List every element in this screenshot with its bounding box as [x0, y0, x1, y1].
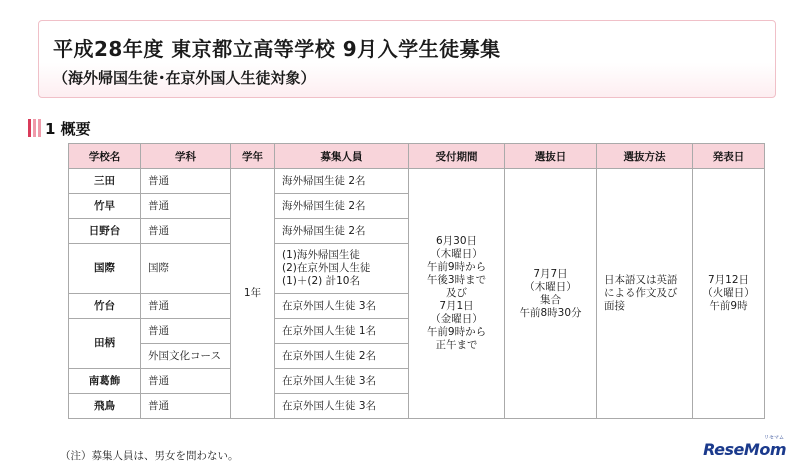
dept-cell: 普通: [141, 219, 231, 244]
section-label: 1 概要: [45, 119, 91, 138]
dept-cell: 普通: [141, 194, 231, 219]
title-box: [38, 20, 776, 98]
page-subtitle: （海外帰国生徒･在京外国人生徒対象）: [53, 69, 316, 87]
footnote: （注）募集人員は、男女を問わない。: [60, 450, 239, 462]
dept-cell: 普通: [141, 169, 231, 194]
school-cell: 日野台: [69, 219, 141, 244]
logo-subtext: リセマム: [764, 435, 784, 441]
header-school: 学校名: [69, 144, 141, 169]
resemom-logo: ReseMom: [703, 440, 786, 459]
header-exam-date: 選抜日: [505, 144, 597, 169]
announce-cell: 7月12日 （火曜日） 午前9時: [693, 169, 765, 419]
section-heading: [28, 118, 91, 138]
dept-cell: 普通: [141, 369, 231, 394]
school-cell: 田柄: [69, 319, 141, 369]
method-cell: 日本語又は英語 による作文及び 面接: [597, 169, 693, 419]
exam-date-cell: 7月7日 （木曜日） 集合 午前8時30分: [505, 169, 597, 419]
quota-cell: 在京外国人生徒 3名: [275, 294, 409, 319]
school-cell: 南葛飾: [69, 369, 141, 394]
header-dept: 学科: [141, 144, 231, 169]
quota-cell: 在京外国人生徒 2名: [275, 344, 409, 369]
school-cell: 三田: [69, 169, 141, 194]
quota-cell: 在京外国人生徒 3名: [275, 369, 409, 394]
table-row: [69, 169, 765, 194]
dept-cell: 外国文化コース: [141, 344, 231, 369]
header-method: 選抜方法: [597, 144, 693, 169]
header-quota: 募集人員: [275, 144, 409, 169]
header-announce: 発表日: [693, 144, 765, 169]
header-grade: 学年: [231, 144, 275, 169]
school-cell: 竹台: [69, 294, 141, 319]
dept-cell: 普通: [141, 394, 231, 419]
grade-cell: 1年: [231, 169, 275, 419]
dept-cell: 普通: [141, 319, 231, 344]
page-title: 平成28年度 東京都立高等学校 9月入学生徒募集: [53, 37, 501, 61]
quota-cell: (1)海外帰国生徒 (2)在京外国人生徒 (1)＋(2) 計10名: [275, 244, 409, 294]
dept-cell: 普通: [141, 294, 231, 319]
quota-cell: 在京外国人生徒 1名: [275, 319, 409, 344]
school-cell: 飛鳥: [69, 394, 141, 419]
school-cell: 国際: [69, 244, 141, 294]
quota-cell: 在京外国人生徒 3名: [275, 394, 409, 419]
section-marker-icon: [28, 119, 41, 137]
quota-cell: 海外帰国生徒 2名: [275, 169, 409, 194]
header-period: 受付期間: [409, 144, 505, 169]
quota-cell: 海外帰国生徒 2名: [275, 219, 409, 244]
recruitment-table: [68, 143, 765, 419]
period-cell: 6月30日 （木曜日） 午前9時から 午後3時まで 及び 7月1日 （金曜日） 午前9時から 正午まで: [409, 169, 505, 419]
quota-cell: 海外帰国生徒 2名: [275, 194, 409, 219]
school-cell: 竹早: [69, 194, 141, 219]
dept-cell: 国際: [141, 244, 231, 294]
table-header-row: [69, 144, 765, 169]
